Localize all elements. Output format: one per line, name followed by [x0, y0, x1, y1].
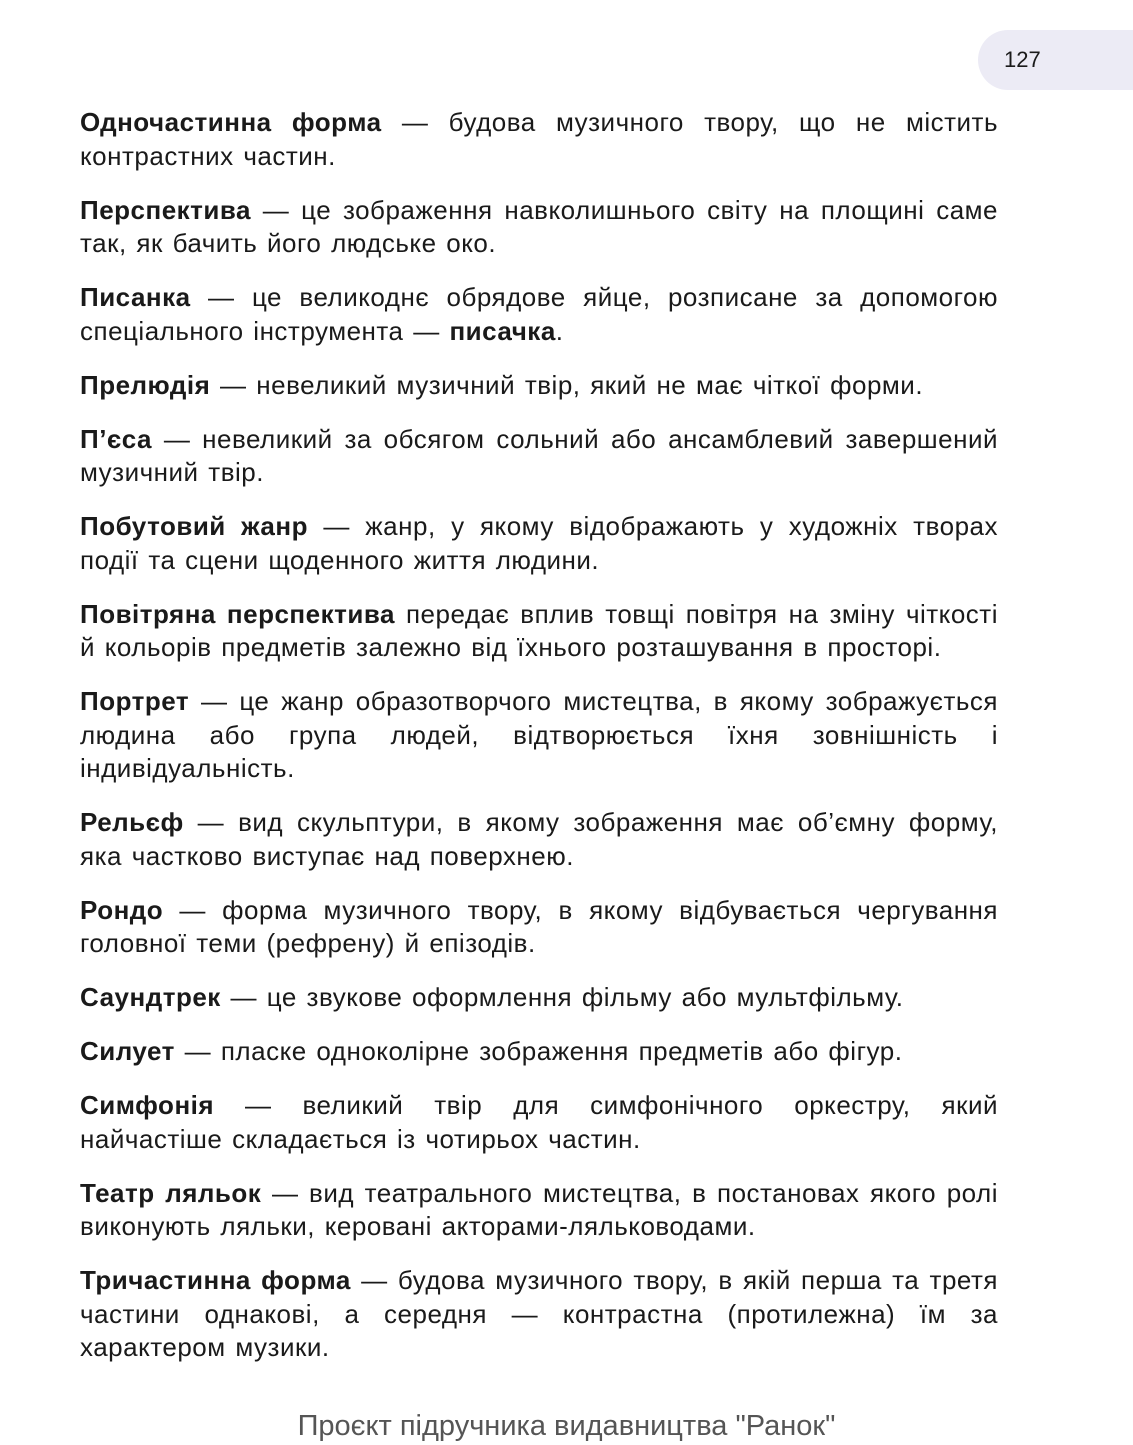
glossary-entry	[80, 598, 998, 665]
glossary-entry	[80, 685, 998, 786]
glossary-term: Прелюдія	[80, 369, 211, 400]
glossary-term: П’єса	[80, 423, 153, 454]
glossary-definition: — форма музичного твору, в якому відбувається чергування головної теми (рефрену) й епізодів.	[80, 894, 998, 958]
glossary-definition: — великий твір для симфонічного оркестру, який найчастіше складається із чотирьох частин.	[80, 1090, 998, 1154]
glossary-term: Портрет	[80, 686, 190, 716]
glossary-definition: — вид скульптури, в якому зображення має об’ємну форму, яка частково виступає над поверхнею.	[80, 807, 998, 871]
glossary-term: Тричастинна форма	[80, 1265, 351, 1295]
glossary-definition: — пласке одноколірне зображення предметів або фігур.	[174, 1036, 903, 1066]
glossary-definition-end: .	[555, 315, 564, 346]
glossary-term: Писанка	[80, 282, 191, 312]
glossary-definition: — вид театрального мистецтва, в постановах якого ролі виконують ляльки, керовані акторами-ляльководами.	[80, 1177, 999, 1241]
glossary-entry	[80, 1035, 998, 1069]
glossary-term: Силует	[80, 1036, 175, 1066]
glossary-term: Побутовий жанр	[80, 511, 308, 541]
glossary-term: Перспектива	[80, 194, 251, 225]
glossary-entry	[80, 981, 998, 1015]
glossary-entry	[80, 894, 998, 961]
publisher-footer: Проєкт підручника видавництва "Ранок"	[297, 1410, 836, 1442]
glossary-definition: — будова музичного твору, що не містить контрастних частин.	[80, 107, 998, 171]
glossary-definition: — це жанр образотворчого мистецтва, в якому зображується людина або група людей, відтворюється їхня зовнішність і індивідуальність.	[80, 686, 998, 783]
glossary-term: Саундтрек	[80, 982, 221, 1012]
glossary-term: Театр ляльок	[80, 1177, 262, 1208]
glossary-entry	[80, 106, 998, 173]
glossary-entry	[80, 1264, 998, 1365]
glossary-definition: — це великоднє обрядове яйце, розписане за допомогою спеціального інструмента —	[80, 282, 998, 346]
glossary-entry	[80, 423, 998, 490]
glossary-definition: — невеликий музичний твір, який не має чіткої форми.	[210, 369, 924, 400]
glossary-definition: — це звукове оформлення фільму або мультфільму.	[220, 982, 904, 1012]
glossary-definition: передає вплив товщі повітря на зміну чіткості й кольорів предметів залежно від їхнього розташування в просторі.	[80, 598, 998, 662]
glossary-entry	[80, 369, 998, 403]
glossary-entry	[80, 806, 998, 873]
glossary-subterm: писачка	[449, 315, 556, 346]
page-number: 127	[1004, 47, 1041, 72]
glossary-term: Одночастинна форма	[80, 107, 382, 137]
glossary-definition: — невеликий за обсягом сольний або ансамблевий завершений музичний твір.	[80, 423, 998, 487]
glossary-term: Рельєф	[80, 807, 184, 837]
page-number-tab	[978, 30, 1133, 90]
glossary-entry	[80, 510, 998, 577]
glossary-entry	[80, 281, 998, 348]
glossary-entry	[80, 194, 998, 261]
glossary-term: Симфонія	[80, 1090, 215, 1120]
glossary-definition: — будова музичного твору, в якій перша та третя частини однакові, а середня — контрастна (протилежна) їм за характером музики.	[80, 1265, 998, 1362]
glossary-entry	[80, 1177, 998, 1244]
glossary-list	[80, 106, 998, 1385]
glossary-entry	[80, 1089, 998, 1156]
glossary-term: Повітряна перспектива	[80, 598, 395, 629]
glossary-definition: — жанр, у якому відображають у художніх творах події та сцени щоденного життя людини.	[80, 511, 998, 575]
glossary-term: Рондо	[80, 894, 164, 925]
glossary-definition: — це зображення навколишнього світу на площині саме так, як бачить його людське око.	[80, 194, 998, 258]
